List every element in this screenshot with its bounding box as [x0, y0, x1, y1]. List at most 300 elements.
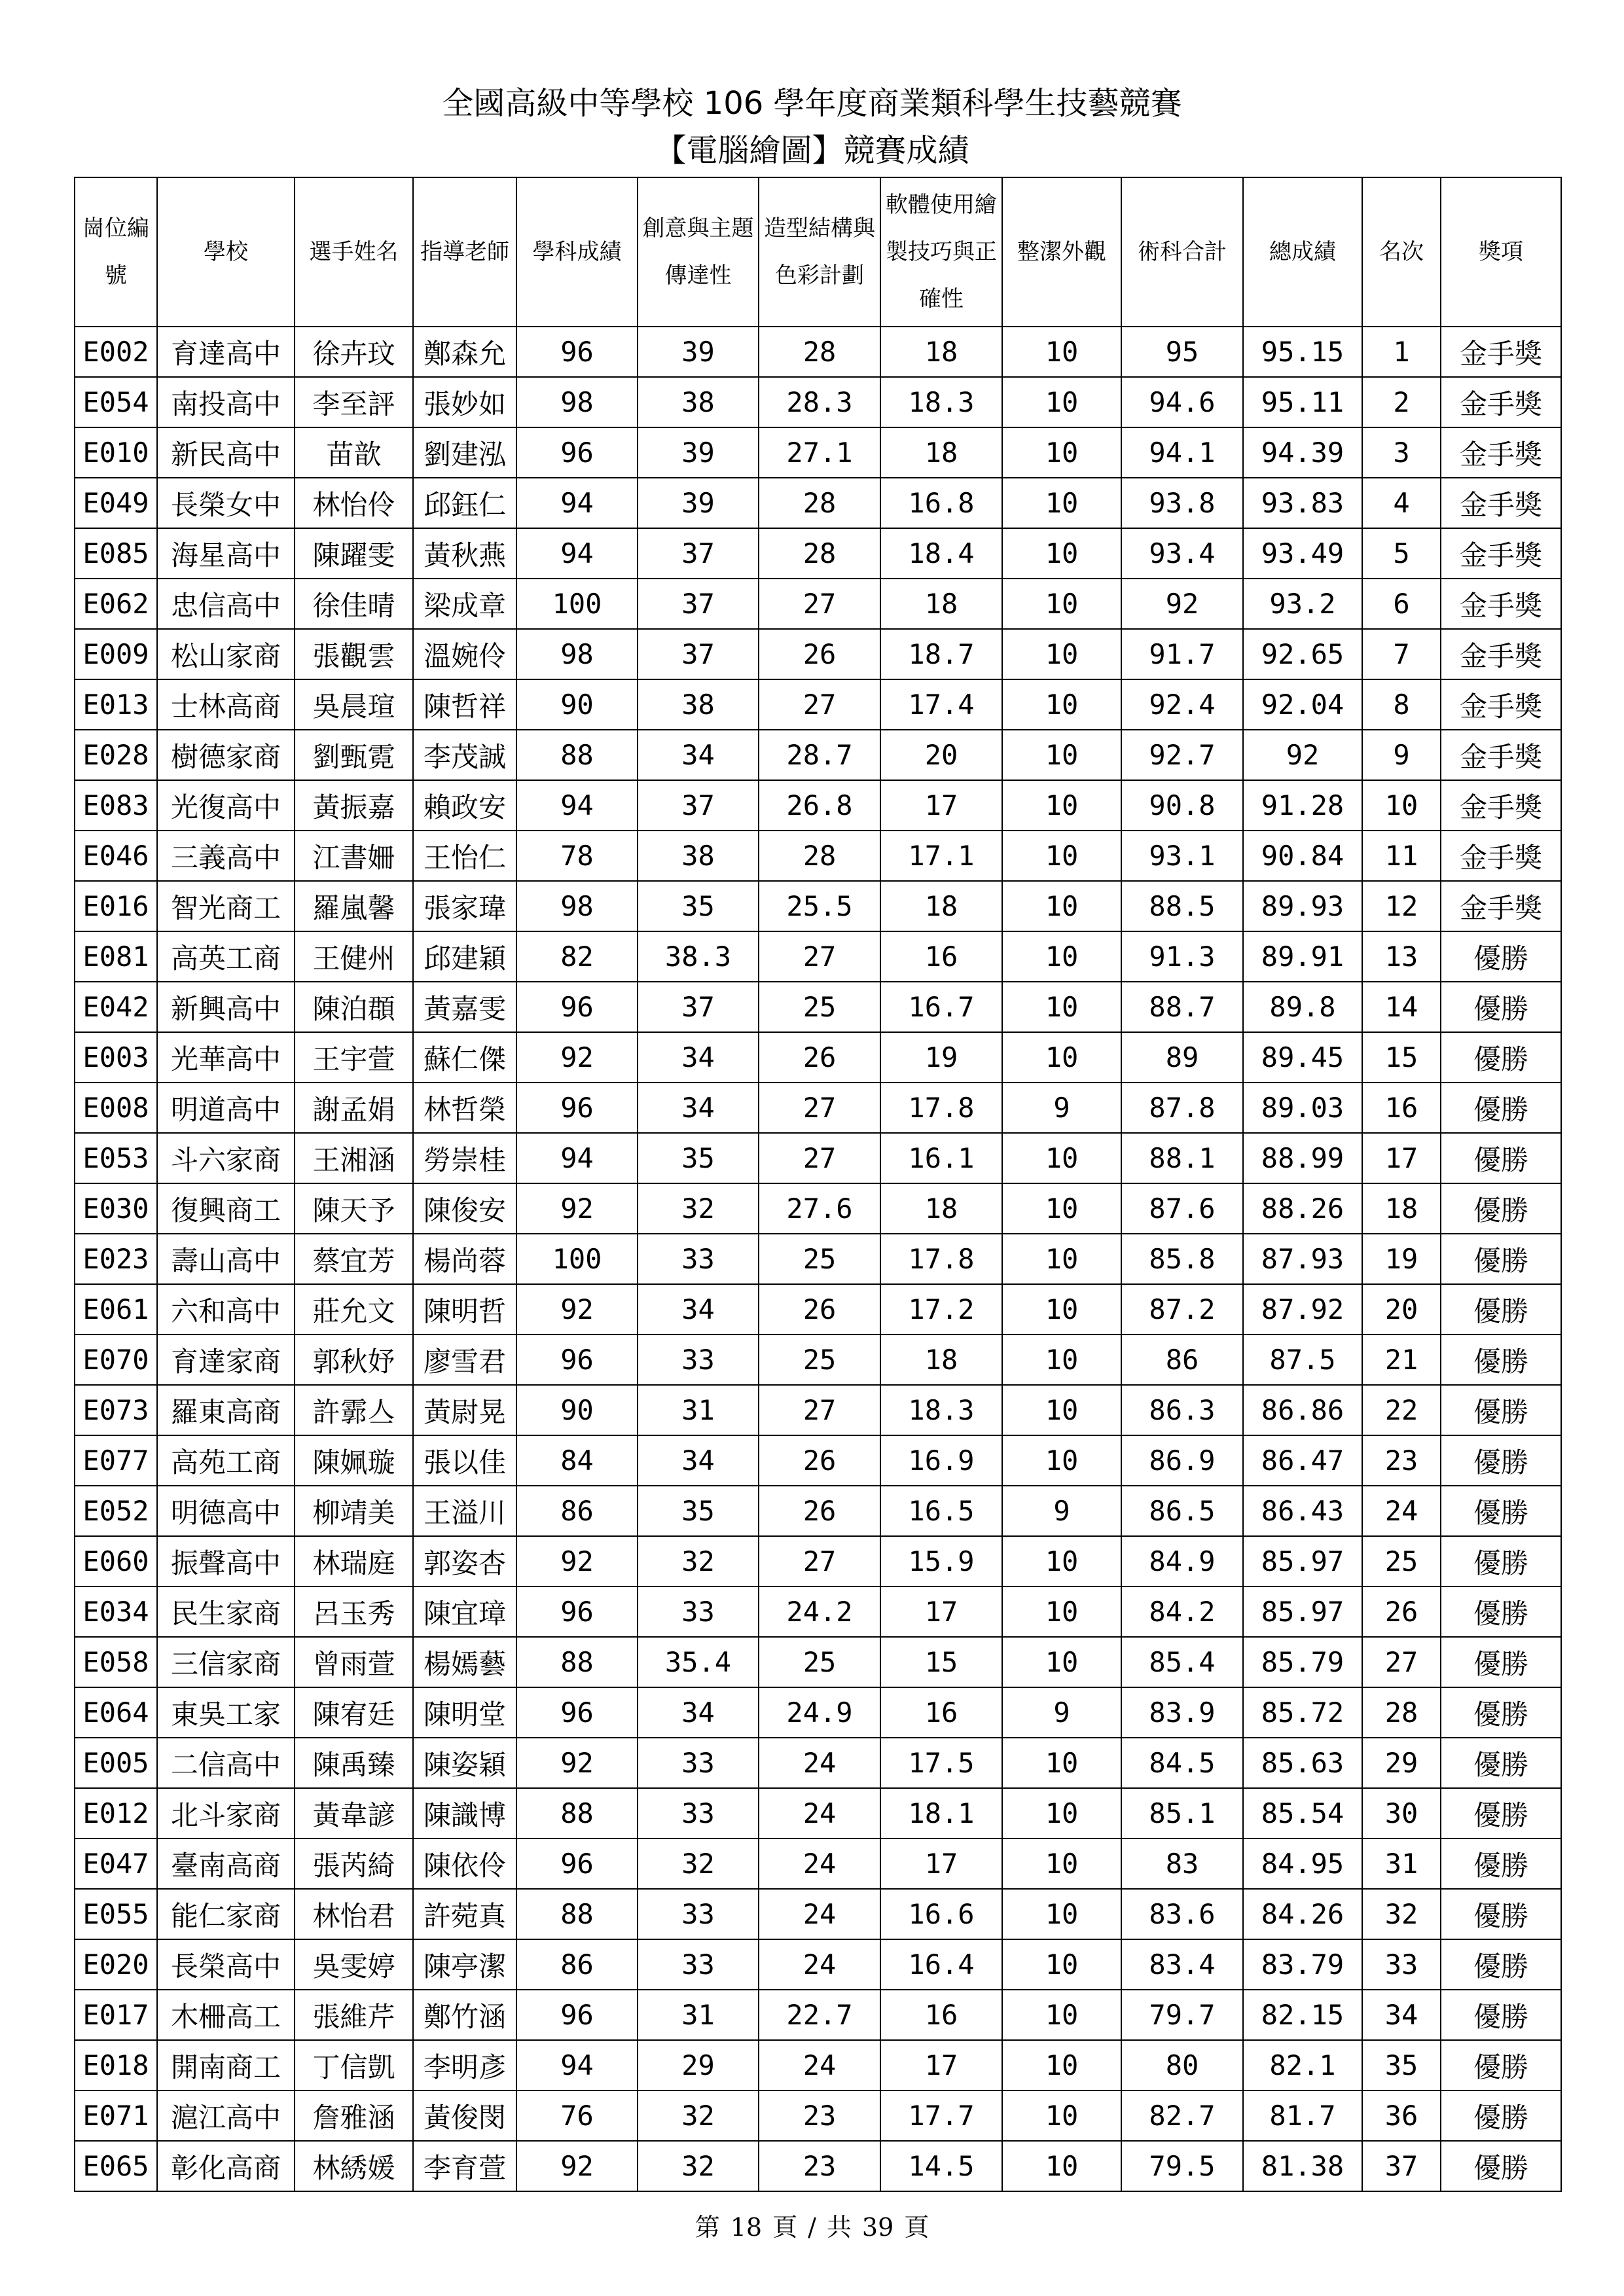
written-score-cell: 90	[516, 1385, 638, 1435]
teacher-cell: 黃嘉雯	[413, 982, 516, 1032]
results-table	[74, 177, 1562, 2192]
practical-total-cell: 82.7	[1121, 2090, 1243, 2141]
creativity-score-cell: 39	[638, 327, 759, 377]
school-cell: 育達家商	[157, 1335, 295, 1385]
total-score-cell: 89.91	[1243, 931, 1362, 982]
student-name-cell: 柳靖美	[295, 1486, 413, 1536]
station-id-cell: E064	[75, 1687, 157, 1738]
creativity-score-cell: 33	[638, 1889, 759, 1939]
footer-total-prefix: 共	[826, 2213, 852, 2242]
creativity-score-cell: 33	[638, 1587, 759, 1637]
award-cell: 優勝	[1441, 1889, 1561, 1939]
student-name-cell: 羅嵐馨	[295, 881, 413, 931]
student-name-cell: 郭秋妤	[295, 1335, 413, 1385]
neatness-score-cell: 10	[1002, 2141, 1121, 2191]
table-row	[75, 327, 1561, 377]
neatness-score-cell: 10	[1002, 679, 1121, 730]
award-cell: 優勝	[1441, 1083, 1561, 1133]
written-score-cell: 92	[516, 1738, 638, 1788]
student-name-cell: 苗歆	[295, 427, 413, 478]
table-row	[75, 1536, 1561, 1587]
table-row	[75, 1486, 1561, 1536]
school-cell: 明道高中	[157, 1083, 295, 1133]
student-name-cell: 許霩亼	[295, 1385, 413, 1435]
station-id-cell: E013	[75, 679, 157, 730]
rank-cell: 15	[1362, 1032, 1441, 1083]
written-score-cell: 90	[516, 679, 638, 730]
practical-total-cell: 93.8	[1121, 478, 1243, 528]
station-id-cell: E009	[75, 629, 157, 679]
table-row	[75, 730, 1561, 780]
practical-total-cell: 86.3	[1121, 1385, 1243, 1435]
practical-total-cell: 86	[1121, 1335, 1243, 1385]
neatness-score-cell: 10	[1002, 881, 1121, 931]
station-id-cell: E017	[75, 1990, 157, 2040]
station-id-cell: E062	[75, 579, 157, 629]
student-name-cell: 莊允文	[295, 1284, 413, 1335]
rank-cell: 30	[1362, 1788, 1441, 1839]
school-cell: 育達高中	[157, 327, 295, 377]
award-cell: 優勝	[1441, 1536, 1561, 1587]
rank-cell: 35	[1362, 2040, 1441, 2090]
student-name-cell: 吳雯婷	[295, 1939, 413, 1990]
design-score-cell: 26	[759, 1032, 880, 1083]
design-score-cell: 24	[759, 1788, 880, 1839]
teacher-cell: 許菀真	[413, 1889, 516, 1939]
station-id-cell: E042	[75, 982, 157, 1032]
neatness-score-cell: 9	[1002, 1687, 1121, 1738]
creativity-score-cell: 34	[638, 1284, 759, 1335]
award-cell: 金手獎	[1441, 679, 1561, 730]
practical-total-cell: 93.4	[1121, 528, 1243, 579]
software-score-cell: 15.9	[880, 1536, 1002, 1587]
rank-cell: 23	[1362, 1435, 1441, 1486]
software-score-cell: 17	[880, 1839, 1002, 1889]
school-cell: 民生家商	[157, 1587, 295, 1637]
student-name-cell: 王宇萱	[295, 1032, 413, 1083]
award-cell: 優勝	[1441, 2090, 1561, 2141]
rank-cell: 16	[1362, 1083, 1441, 1133]
teacher-cell: 郭姿杏	[413, 1536, 516, 1587]
teacher-cell: 劉建泓	[413, 427, 516, 478]
total-score-cell: 89.8	[1243, 982, 1362, 1032]
total-score-cell: 83.79	[1243, 1939, 1362, 1990]
creativity-score-cell: 33	[638, 1234, 759, 1284]
station-id-cell: E005	[75, 1738, 157, 1788]
rank-cell: 1	[1362, 327, 1441, 377]
written-score-cell: 86	[516, 1486, 638, 1536]
total-score-cell: 92.65	[1243, 629, 1362, 679]
station-id-cell: E065	[75, 2141, 157, 2191]
column-header: 創意與主題傳達性	[638, 177, 759, 327]
station-id-cell: E061	[75, 1284, 157, 1335]
award-cell: 金手獎	[1441, 579, 1561, 629]
practical-total-cell: 84.9	[1121, 1536, 1243, 1587]
total-score-cell: 92.04	[1243, 679, 1362, 730]
creativity-score-cell: 38	[638, 831, 759, 881]
teacher-cell: 李茂誠	[413, 730, 516, 780]
school-cell: 滬江高中	[157, 2090, 295, 2141]
neatness-score-cell: 10	[1002, 1234, 1121, 1284]
software-score-cell: 17.2	[880, 1284, 1002, 1335]
design-score-cell: 27	[759, 1385, 880, 1435]
school-cell: 松山家商	[157, 629, 295, 679]
neatness-score-cell: 10	[1002, 1939, 1121, 1990]
creativity-score-cell: 37	[638, 579, 759, 629]
design-score-cell: 28	[759, 478, 880, 528]
rank-cell: 32	[1362, 1889, 1441, 1939]
column-header: 選手姓名	[295, 177, 413, 327]
award-cell: 優勝	[1441, 1234, 1561, 1284]
table-row	[75, 1435, 1561, 1486]
table-row	[75, 1889, 1561, 1939]
total-score-cell: 95.15	[1243, 327, 1362, 377]
student-name-cell: 黃振嘉	[295, 780, 413, 831]
written-score-cell: 98	[516, 377, 638, 427]
student-name-cell: 呂玉秀	[295, 1587, 413, 1637]
creativity-score-cell: 35	[638, 1486, 759, 1536]
written-score-cell: 92	[516, 1284, 638, 1335]
creativity-score-cell: 33	[638, 1788, 759, 1839]
school-cell: 斗六家商	[157, 1133, 295, 1183]
total-score-cell: 93.2	[1243, 579, 1362, 629]
table-row	[75, 1939, 1561, 1990]
total-score-cell: 86.43	[1243, 1486, 1362, 1536]
footer-page-unit: 頁	[772, 2213, 798, 2242]
table-row	[75, 528, 1561, 579]
software-score-cell: 18	[880, 579, 1002, 629]
software-score-cell: 17.1	[880, 831, 1002, 881]
total-score-cell: 82.15	[1243, 1990, 1362, 2040]
school-cell: 振聲高中	[157, 1536, 295, 1587]
software-score-cell: 20	[880, 730, 1002, 780]
rank-cell: 33	[1362, 1939, 1441, 1990]
written-score-cell: 96	[516, 1687, 638, 1738]
document-subtitle: 【電腦繪圖】競賽成績	[655, 132, 969, 169]
award-cell: 優勝	[1441, 982, 1561, 1032]
neatness-score-cell: 10	[1002, 1133, 1121, 1183]
page-footer	[0, 2207, 1624, 2243]
school-cell: 高英工商	[157, 931, 295, 982]
practical-total-cell: 87.8	[1121, 1083, 1243, 1133]
table-row	[75, 1234, 1561, 1284]
neatness-score-cell: 10	[1002, 780, 1121, 831]
practical-total-cell: 91.3	[1121, 931, 1243, 982]
rank-cell: 20	[1362, 1284, 1441, 1335]
table-row	[75, 1385, 1561, 1435]
practical-total-cell: 87.6	[1121, 1183, 1243, 1234]
written-score-cell: 94	[516, 528, 638, 579]
teacher-cell: 黃尉晃	[413, 1385, 516, 1435]
total-score-cell: 89.93	[1243, 881, 1362, 931]
design-score-cell: 28.3	[759, 377, 880, 427]
award-cell: 優勝	[1441, 1183, 1561, 1234]
total-score-cell: 90.84	[1243, 831, 1362, 881]
design-score-cell: 27.6	[759, 1183, 880, 1234]
rank-cell: 3	[1362, 427, 1441, 478]
neatness-score-cell: 10	[1002, 478, 1121, 528]
footer-total-unit: 頁	[904, 2213, 929, 2242]
written-score-cell: 98	[516, 881, 638, 931]
written-score-cell: 82	[516, 931, 638, 982]
award-cell: 金手獎	[1441, 427, 1561, 478]
station-id-cell: E010	[75, 427, 157, 478]
total-score-cell: 94.39	[1243, 427, 1362, 478]
station-id-cell: E073	[75, 1385, 157, 1435]
school-cell: 明德高中	[157, 1486, 295, 1536]
teacher-cell: 林哲榮	[413, 1083, 516, 1133]
practical-total-cell: 91.7	[1121, 629, 1243, 679]
total-score-cell: 93.49	[1243, 528, 1362, 579]
practical-total-cell: 79.5	[1121, 2141, 1243, 2191]
design-score-cell: 27	[759, 1536, 880, 1587]
practical-total-cell: 92	[1121, 579, 1243, 629]
written-score-cell: 96	[516, 1335, 638, 1385]
station-id-cell: E030	[75, 1183, 157, 1234]
teacher-cell: 陳宜璋	[413, 1587, 516, 1637]
neatness-score-cell: 10	[1002, 1335, 1121, 1385]
total-score-cell: 86.47	[1243, 1435, 1362, 1486]
total-score-cell: 91.28	[1243, 780, 1362, 831]
total-score-cell: 84.95	[1243, 1839, 1362, 1889]
school-cell: 二信高中	[157, 1738, 295, 1788]
table-row	[75, 982, 1561, 1032]
design-score-cell: 27	[759, 679, 880, 730]
software-score-cell: 16.5	[880, 1486, 1002, 1536]
practical-total-cell: 90.8	[1121, 780, 1243, 831]
rank-cell: 28	[1362, 1687, 1441, 1738]
written-score-cell: 94	[516, 1133, 638, 1183]
award-cell: 優勝	[1441, 1284, 1561, 1335]
practical-total-cell: 83.9	[1121, 1687, 1243, 1738]
rank-cell: 6	[1362, 579, 1441, 629]
station-id-cell: E047	[75, 1839, 157, 1889]
page-number: 18	[730, 2213, 763, 2242]
practical-total-cell: 80	[1121, 2040, 1243, 2090]
school-cell: 彰化高商	[157, 2141, 295, 2191]
software-score-cell: 18.4	[880, 528, 1002, 579]
award-cell: 金手獎	[1441, 478, 1561, 528]
design-score-cell: 25	[759, 982, 880, 1032]
total-score-cell: 81.38	[1243, 2141, 1362, 2191]
creativity-score-cell: 37	[638, 780, 759, 831]
teacher-cell: 陳明堂	[413, 1687, 516, 1738]
station-id-cell: E053	[75, 1133, 157, 1183]
total-score-cell: 87.5	[1243, 1335, 1362, 1385]
table-row	[75, 881, 1561, 931]
software-score-cell: 18.3	[880, 377, 1002, 427]
creativity-score-cell: 33	[638, 1939, 759, 1990]
design-score-cell: 27	[759, 579, 880, 629]
table-row	[75, 1284, 1561, 1335]
teacher-cell: 鄭森允	[413, 327, 516, 377]
neatness-score-cell: 10	[1002, 1032, 1121, 1083]
award-cell: 優勝	[1441, 1587, 1561, 1637]
table-row	[75, 1335, 1561, 1385]
award-cell: 金手獎	[1441, 780, 1561, 831]
award-cell: 優勝	[1441, 1032, 1561, 1083]
teacher-cell: 邱鈺仁	[413, 478, 516, 528]
software-score-cell: 16	[880, 1687, 1002, 1738]
teacher-cell: 賴政安	[413, 780, 516, 831]
design-score-cell: 28.7	[759, 730, 880, 780]
table-header-row	[75, 177, 1561, 327]
neatness-score-cell: 9	[1002, 1486, 1121, 1536]
table-row	[75, 679, 1561, 730]
practical-total-cell: 94.6	[1121, 377, 1243, 427]
table-row	[75, 2040, 1561, 2090]
table-row	[75, 1032, 1561, 1083]
school-cell: 新興高中	[157, 982, 295, 1032]
school-cell: 新民高中	[157, 427, 295, 478]
practical-total-cell: 88.5	[1121, 881, 1243, 931]
written-score-cell: 94	[516, 478, 638, 528]
rank-cell: 34	[1362, 1990, 1441, 2040]
creativity-score-cell: 39	[638, 478, 759, 528]
design-score-cell: 25	[759, 1335, 880, 1385]
award-cell: 優勝	[1441, 1637, 1561, 1687]
school-cell: 光華高中	[157, 1032, 295, 1083]
school-cell: 高苑工商	[157, 1435, 295, 1486]
creativity-score-cell: 37	[638, 982, 759, 1032]
creativity-score-cell: 35.4	[638, 1637, 759, 1687]
station-id-cell: E016	[75, 881, 157, 931]
total-score-cell: 95.11	[1243, 377, 1362, 427]
software-score-cell: 16	[880, 1990, 1002, 2040]
student-name-cell: 王健州	[295, 931, 413, 982]
school-cell: 六和高中	[157, 1284, 295, 1335]
design-score-cell: 27	[759, 1083, 880, 1133]
written-score-cell: 78	[516, 831, 638, 881]
design-score-cell: 26	[759, 1435, 880, 1486]
total-score-cell: 82.1	[1243, 2040, 1362, 2090]
software-score-cell: 16.9	[880, 1435, 1002, 1486]
creativity-score-cell: 37	[638, 629, 759, 679]
software-score-cell: 17	[880, 1587, 1002, 1637]
school-cell: 三義高中	[157, 831, 295, 881]
rank-cell: 27	[1362, 1637, 1441, 1687]
student-name-cell: 林怡伶	[295, 478, 413, 528]
station-id-cell: E012	[75, 1788, 157, 1839]
station-id-cell: E003	[75, 1032, 157, 1083]
column-header: 學科成績	[516, 177, 638, 327]
table-row	[75, 377, 1561, 427]
creativity-score-cell: 38	[638, 377, 759, 427]
rank-cell: 14	[1362, 982, 1441, 1032]
practical-total-cell: 92.7	[1121, 730, 1243, 780]
school-cell: 樹德家商	[157, 730, 295, 780]
teacher-cell: 陳俊安	[413, 1183, 516, 1234]
table-row	[75, 1133, 1561, 1183]
award-cell: 金手獎	[1441, 831, 1561, 881]
student-name-cell: 張維芹	[295, 1990, 413, 2040]
creativity-score-cell: 32	[638, 1183, 759, 1234]
station-id-cell: E002	[75, 327, 157, 377]
design-score-cell: 24	[759, 1939, 880, 1990]
teacher-cell: 張以佳	[413, 1435, 516, 1486]
school-cell: 南投高中	[157, 377, 295, 427]
school-cell: 海星高中	[157, 528, 295, 579]
teacher-cell: 王怡仁	[413, 831, 516, 881]
rank-cell: 9	[1362, 730, 1441, 780]
student-name-cell: 王湘涵	[295, 1133, 413, 1183]
table-row	[75, 1990, 1561, 2040]
rank-cell: 10	[1362, 780, 1441, 831]
software-score-cell: 18	[880, 327, 1002, 377]
results-table-body	[75, 327, 1561, 2191]
practical-total-cell: 89	[1121, 1032, 1243, 1083]
teacher-cell: 梁成章	[413, 579, 516, 629]
teacher-cell: 陳姿穎	[413, 1738, 516, 1788]
software-score-cell: 19	[880, 1032, 1002, 1083]
software-score-cell: 16.7	[880, 982, 1002, 1032]
software-score-cell: 17.8	[880, 1083, 1002, 1133]
total-score-cell: 89.03	[1243, 1083, 1362, 1133]
written-score-cell: 96	[516, 427, 638, 478]
design-score-cell: 27.1	[759, 427, 880, 478]
award-cell: 優勝	[1441, 1839, 1561, 1889]
teacher-cell: 廖雪君	[413, 1335, 516, 1385]
school-cell: 士林高商	[157, 679, 295, 730]
design-score-cell: 24.2	[759, 1587, 880, 1637]
neatness-score-cell: 10	[1002, 1738, 1121, 1788]
practical-total-cell: 84.5	[1121, 1738, 1243, 1788]
written-score-cell: 96	[516, 1990, 638, 2040]
student-name-cell: 黃韋諺	[295, 1788, 413, 1839]
teacher-cell: 楊嫣藝	[413, 1637, 516, 1687]
station-id-cell: E049	[75, 478, 157, 528]
table-row	[75, 1839, 1561, 1889]
written-score-cell: 92	[516, 1536, 638, 1587]
practical-total-cell: 83.4	[1121, 1939, 1243, 1990]
award-cell: 金手獎	[1441, 730, 1561, 780]
station-id-cell: E046	[75, 831, 157, 881]
neatness-score-cell: 10	[1002, 327, 1121, 377]
design-score-cell: 25.5	[759, 881, 880, 931]
station-id-cell: E028	[75, 730, 157, 780]
design-score-cell: 28	[759, 831, 880, 881]
station-id-cell: E034	[75, 1587, 157, 1637]
neatness-score-cell: 10	[1002, 1536, 1121, 1587]
written-score-cell: 88	[516, 730, 638, 780]
award-cell: 優勝	[1441, 1385, 1561, 1435]
school-cell: 木柵高工	[157, 1990, 295, 2040]
design-score-cell: 26	[759, 1486, 880, 1536]
rank-cell: 13	[1362, 931, 1441, 982]
written-score-cell: 92	[516, 1183, 638, 1234]
student-name-cell: 陳姵璇	[295, 1435, 413, 1486]
station-id-cell: E054	[75, 377, 157, 427]
design-score-cell: 24	[759, 2040, 880, 2090]
total-score-cell: 85.97	[1243, 1587, 1362, 1637]
station-id-cell: E055	[75, 1889, 157, 1939]
creativity-score-cell: 34	[638, 1083, 759, 1133]
rank-cell: 7	[1362, 629, 1441, 679]
rank-cell: 2	[1362, 377, 1441, 427]
student-name-cell: 徐佳晴	[295, 579, 413, 629]
table-row	[75, 1788, 1561, 1839]
design-score-cell: 26	[759, 629, 880, 679]
design-score-cell: 23	[759, 2090, 880, 2141]
creativity-score-cell: 32	[638, 1839, 759, 1889]
teacher-cell: 李明彥	[413, 2040, 516, 2090]
creativity-score-cell: 34	[638, 1032, 759, 1083]
software-score-cell: 16.6	[880, 1889, 1002, 1939]
table-row	[75, 427, 1561, 478]
software-score-cell: 17.8	[880, 1234, 1002, 1284]
software-score-cell: 15	[880, 1637, 1002, 1687]
total-score-cell: 88.99	[1243, 1133, 1362, 1183]
